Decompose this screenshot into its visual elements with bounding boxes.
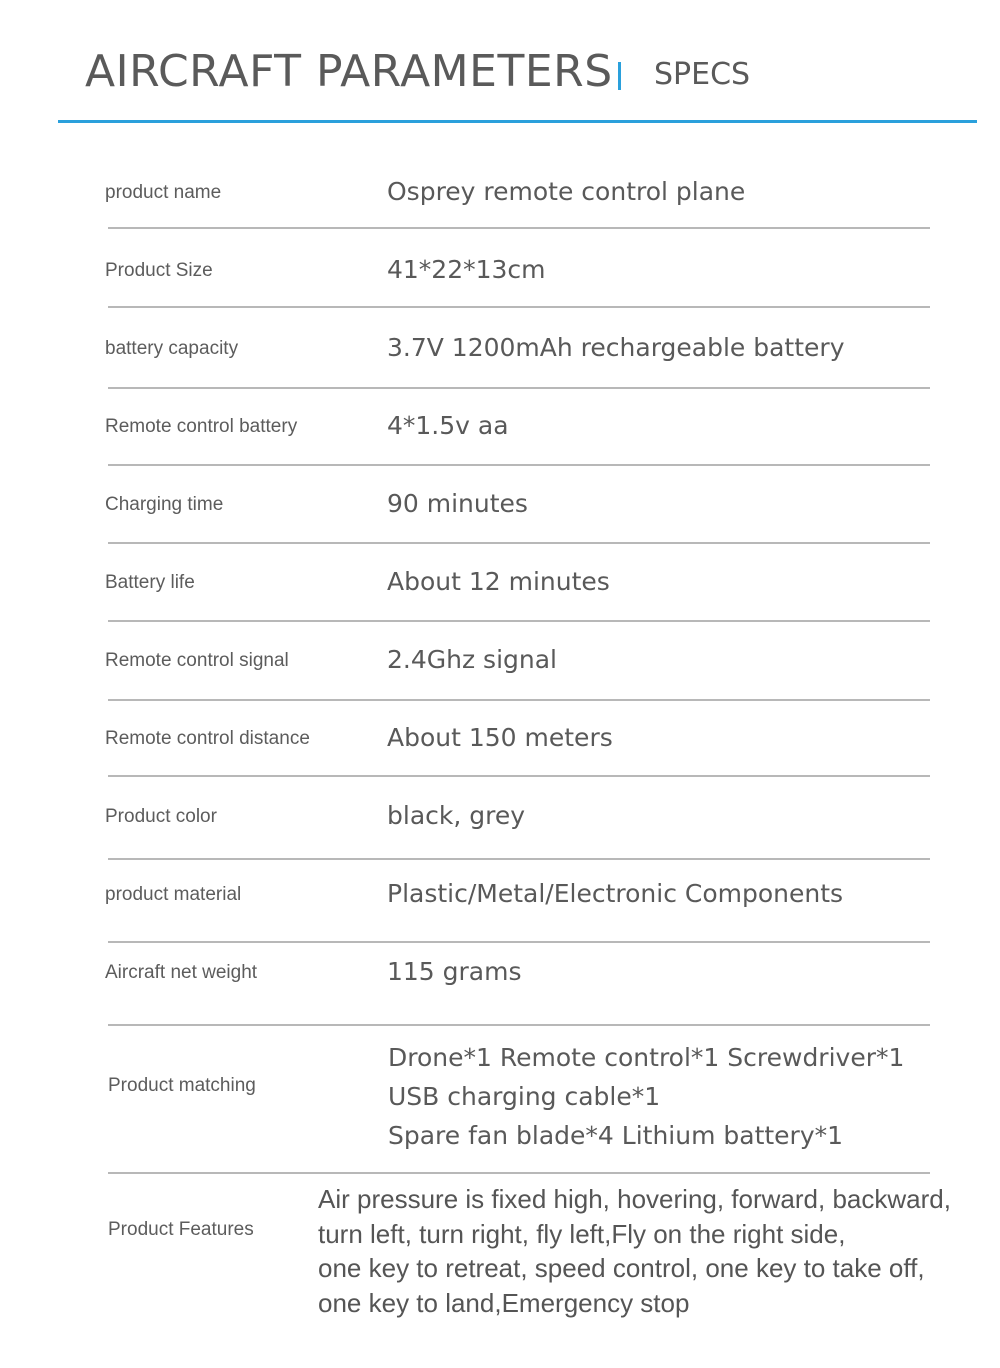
row-divider bbox=[108, 699, 930, 701]
spec-value-list bbox=[318, 1182, 988, 1320]
row-divider bbox=[108, 1024, 930, 1026]
spec-value: 41*22*13cm bbox=[387, 255, 546, 284]
spec-value: Plastic/Metal/Electronic Components bbox=[387, 879, 844, 908]
spec-value: 2.4Ghz signal bbox=[387, 645, 557, 674]
row-divider bbox=[108, 542, 930, 544]
spec-label: Product color bbox=[105, 806, 217, 827]
page-subtitle: SPECS bbox=[654, 57, 751, 92]
row-divider bbox=[108, 941, 930, 943]
features-line: turn left, turn right, fly left,Fly on the right side, bbox=[318, 1218, 846, 1249]
row-divider bbox=[108, 387, 930, 389]
spec-label: Remote control distance bbox=[105, 728, 310, 749]
spec-value: About 150 meters bbox=[387, 723, 613, 752]
title-separator bbox=[618, 62, 621, 90]
spec-label: Remote control signal bbox=[105, 650, 289, 671]
spec-label: Charging time bbox=[105, 494, 224, 515]
spec-value: 4*1.5v aa bbox=[387, 411, 509, 440]
row-divider bbox=[108, 1172, 930, 1174]
row-divider bbox=[108, 464, 930, 466]
spec-value: Osprey remote control plane bbox=[387, 177, 746, 206]
page-title: AIRCRAFT PARAMETERS bbox=[85, 46, 613, 97]
spec-label: Remote control battery bbox=[105, 416, 298, 437]
matching-line: Drone*1 Remote control*1 Screwdriver*1 bbox=[388, 1043, 905, 1072]
matching-line: USB charging cable*1 bbox=[388, 1082, 661, 1111]
row-divider bbox=[108, 306, 930, 308]
spec-label: Product matching bbox=[108, 1075, 256, 1096]
page-header bbox=[0, 0, 1000, 130]
spec-label: Product Size bbox=[105, 260, 213, 281]
spec-value: 3.7V 1200mAh rechargeable battery bbox=[387, 333, 845, 362]
spec-value: 90 minutes bbox=[387, 489, 528, 518]
spec-label: Battery life bbox=[105, 572, 195, 593]
spec-value: black, grey bbox=[387, 801, 526, 830]
spec-label: battery capacity bbox=[105, 338, 239, 359]
row-divider bbox=[108, 858, 930, 860]
spec-value-list bbox=[388, 1038, 904, 1155]
features-line: Air pressure is fixed high, hovering, forward, backward, bbox=[318, 1184, 951, 1214]
features-line: one key to land,Emergency stop bbox=[318, 1287, 690, 1318]
matching-line: Spare fan blade*4 Lithium battery*1 bbox=[388, 1121, 844, 1150]
spec-label: product name bbox=[105, 182, 222, 203]
spec-value: 115 grams bbox=[387, 957, 522, 986]
spec-label: product material bbox=[105, 884, 242, 905]
row-divider bbox=[108, 620, 930, 622]
row-divider bbox=[108, 775, 930, 777]
spec-label: Aircraft net weight bbox=[105, 962, 258, 983]
header-divider bbox=[58, 120, 977, 123]
spec-value: About 12 minutes bbox=[387, 567, 610, 596]
features-line: one key to retreat, speed control, one key to take off, bbox=[318, 1253, 925, 1283]
spec-label: Product Features bbox=[108, 1219, 254, 1240]
row-divider bbox=[108, 227, 930, 229]
